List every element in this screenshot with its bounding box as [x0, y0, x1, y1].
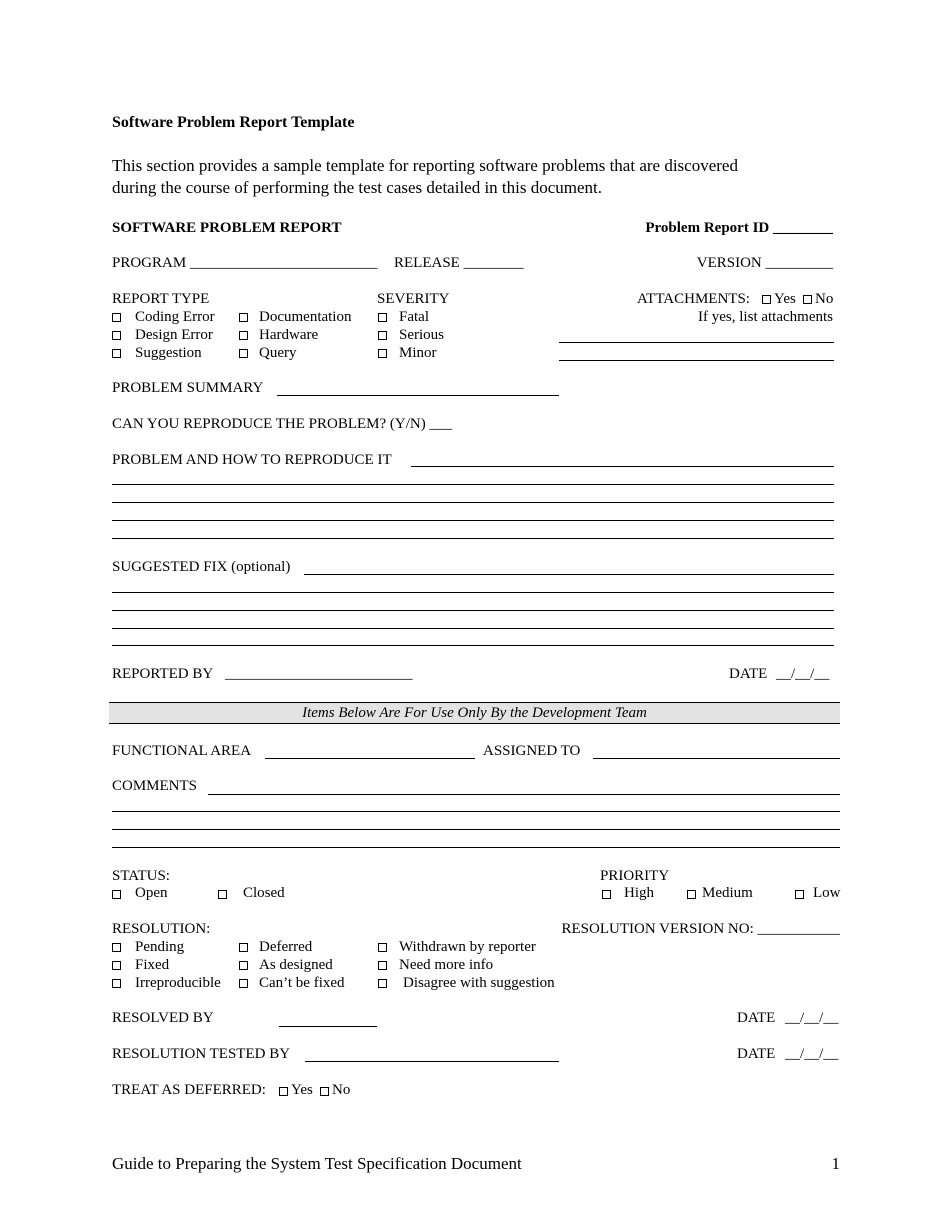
suggested-fix-label: SUGGESTED FIX (optional)	[112, 559, 291, 575]
checkbox-query[interactable]	[239, 349, 248, 358]
reported-date-field[interactable]: __/__/__	[776, 666, 830, 682]
problem-summary-label: PROBLEM SUMMARY	[112, 380, 264, 396]
resolution-tested-by-label: RESOLUTION TESTED BY	[112, 1046, 291, 1062]
checkbox-suggestion[interactable]	[112, 349, 121, 358]
checkbox-disagree[interactable]	[378, 979, 387, 988]
option-label: Disagree with suggestion	[403, 975, 555, 991]
development-team-banner	[109, 702, 840, 724]
option-label: Coding Error	[135, 309, 215, 325]
checkbox-need-more-info[interactable]	[378, 961, 387, 970]
checkbox-low[interactable]	[795, 890, 804, 899]
page-number: 1	[831, 1154, 840, 1173]
problem-how-line[interactable]	[112, 538, 834, 539]
checkbox-deferred-yes[interactable]	[279, 1087, 288, 1096]
suggested-fix-line[interactable]	[112, 592, 834, 593]
tested-date-field[interactable]: __/__/__	[785, 1046, 839, 1062]
development-team-banner-text: Items Below Are For Use Only By the Development Team	[302, 705, 647, 721]
option-label: Query	[259, 345, 297, 361]
option-label: Suggestion	[135, 345, 202, 361]
checkbox-open[interactable]	[112, 890, 121, 899]
option-label: Low	[813, 885, 841, 901]
problem-how-line[interactable]	[112, 520, 834, 521]
status-label: STATUS:	[112, 868, 170, 884]
attachments-note: If yes, list attachments	[698, 309, 833, 325]
problem-how-line[interactable]	[112, 484, 834, 485]
option-label: Minor	[399, 345, 437, 361]
option-label: Yes	[291, 1082, 313, 1098]
resolution-version-field[interactable]: RESOLUTION VERSION NO: ___________	[561, 921, 840, 937]
assigned-to-field[interactable]	[593, 758, 840, 759]
option-label: Withdrawn by reporter	[399, 939, 536, 955]
checkbox-cant-be-fixed[interactable]	[239, 979, 248, 988]
checkbox-deferred[interactable]	[239, 943, 248, 952]
severity-label: SEVERITY	[377, 291, 450, 307]
option-label: Pending	[135, 939, 185, 955]
report-type-label: REPORT TYPE	[112, 291, 210, 307]
option-label: Yes	[774, 291, 796, 307]
program-field[interactable]: PROGRAM _________________________	[112, 255, 378, 271]
problem-how-line[interactable]	[112, 502, 834, 503]
checkbox-serious[interactable]	[378, 331, 387, 340]
option-label: High	[624, 885, 654, 901]
checkbox-withdrawn[interactable]	[378, 943, 387, 952]
checkbox-fatal[interactable]	[378, 313, 387, 322]
version-field[interactable]: VERSION _________	[696, 255, 833, 271]
resolved-by-label: RESOLVED BY	[112, 1010, 214, 1026]
functional-area-label: FUNCTIONAL AREA	[112, 743, 252, 759]
option-label: Documentation	[259, 309, 352, 325]
checkbox-medium[interactable]	[687, 890, 696, 899]
option-label: Serious	[399, 327, 444, 343]
page-title: Software Problem Report Template	[112, 114, 355, 131]
date-label: DATE	[729, 666, 768, 682]
date-label: DATE	[737, 1010, 776, 1026]
comments-label: COMMENTS	[112, 778, 198, 794]
option-label: No	[332, 1082, 351, 1098]
checkbox-irreproducible[interactable]	[112, 979, 121, 988]
checkbox-fixed[interactable]	[112, 961, 121, 970]
option-label: Design Error	[135, 327, 213, 343]
suggested-fix-line[interactable]	[304, 574, 834, 575]
checkbox-closed[interactable]	[218, 890, 227, 899]
option-label: Open	[135, 885, 168, 901]
option-label: Medium	[702, 885, 753, 901]
resolution-tested-by-field[interactable]	[305, 1061, 559, 1062]
suggested-fix-line[interactable]	[112, 628, 834, 629]
date-label: DATE	[737, 1046, 776, 1062]
reported-by-label: REPORTED BY	[112, 666, 214, 682]
checkbox-documentation[interactable]	[239, 313, 248, 322]
checkbox-attachments-yes[interactable]	[762, 295, 771, 304]
priority-label: PRIORITY	[600, 868, 670, 884]
form-title: SOFTWARE PROBLEM REPORT	[112, 220, 342, 236]
comments-line[interactable]	[208, 794, 840, 795]
checkbox-design-error[interactable]	[112, 331, 121, 340]
option-label: Hardware	[259, 327, 319, 343]
comments-line[interactable]	[112, 811, 840, 812]
attachments-line-1[interactable]	[559, 342, 834, 343]
option-label: Deferred	[259, 939, 313, 955]
checkbox-attachments-no[interactable]	[803, 295, 812, 304]
resolved-by-field[interactable]	[279, 1026, 377, 1027]
comments-line[interactable]	[112, 847, 840, 848]
option-label: As designed	[259, 957, 333, 973]
resolution-label: RESOLUTION:	[112, 921, 211, 937]
option-label: Need more info	[399, 957, 494, 973]
checkbox-minor[interactable]	[378, 349, 387, 358]
intro-line-2: during the course of performing the test cases detailed in this document.	[112, 178, 603, 197]
resolved-date-field[interactable]: __/__/__	[785, 1010, 839, 1026]
option-label: Irreproducible	[135, 975, 221, 991]
functional-area-field[interactable]	[265, 758, 475, 759]
treat-as-deferred-label: TREAT AS DEFERRED:	[112, 1082, 266, 1098]
option-label: Fixed	[135, 957, 170, 973]
reported-by-field[interactable]: _________________________	[225, 666, 413, 682]
assigned-to-label: ASSIGNED TO	[483, 743, 581, 759]
checkbox-pending[interactable]	[112, 943, 121, 952]
checkbox-as-designed[interactable]	[239, 961, 248, 970]
option-label: Can’t be fixed	[259, 975, 345, 991]
comments-line[interactable]	[112, 829, 840, 830]
checkbox-hardware[interactable]	[239, 331, 248, 340]
checkbox-high[interactable]	[602, 890, 611, 899]
suggested-fix-line[interactable]	[112, 610, 834, 611]
attachments-line-2[interactable]	[559, 360, 834, 361]
option-label: Closed	[243, 885, 285, 901]
attachments-label: ATTACHMENTS:	[637, 291, 750, 307]
problem-report-id-field[interactable]: Problem Report ID ________	[645, 220, 833, 236]
reproduce-question[interactable]: CAN YOU REPRODUCE THE PROBLEM? (Y/N) ___	[112, 416, 453, 432]
option-label: No	[815, 291, 834, 307]
intro-line-1: This section provides a sample template for reporting software problems that are discovered	[112, 156, 738, 175]
suggested-fix-line[interactable]	[112, 645, 834, 646]
footer-title: Guide to Preparing the System Test Specification Document	[112, 1154, 522, 1173]
problem-how-label: PROBLEM AND HOW TO REPRODUCE IT	[112, 452, 392, 468]
checkbox-coding-error[interactable]	[112, 313, 121, 322]
problem-summary-field[interactable]	[277, 395, 559, 396]
checkbox-deferred-no[interactable]	[320, 1087, 329, 1096]
option-label: Fatal	[399, 309, 429, 325]
problem-how-line[interactable]	[411, 466, 834, 467]
release-field[interactable]: RELEASE ________	[394, 255, 524, 271]
